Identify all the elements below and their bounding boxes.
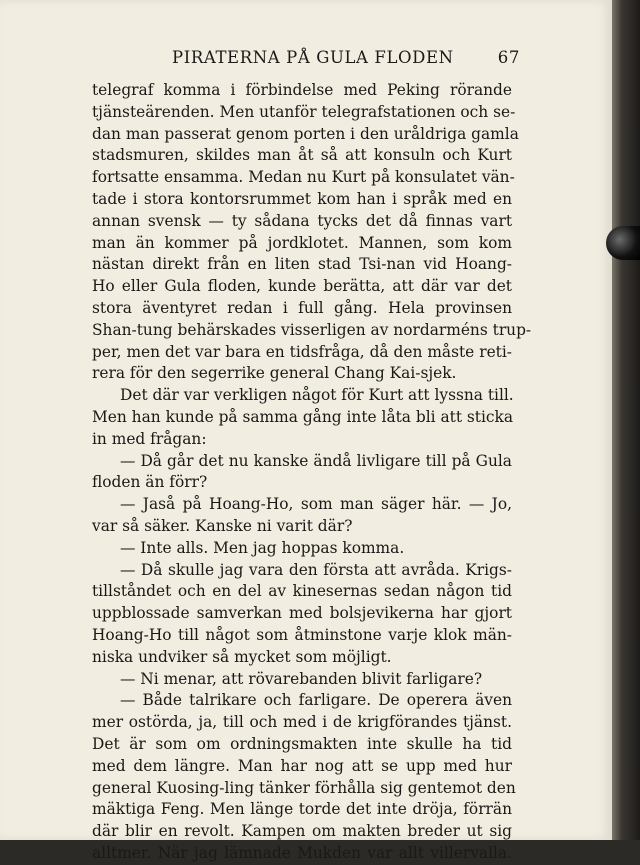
text-line: var så säker. Kanske ni varit där? [92,516,353,535]
text-line: man än kommer på jordklotet. Mannen, som kom [92,233,512,252]
text-line: Shan-tung behärskades visserligen av nordarméns trup- [92,320,532,339]
text-line: in med frågan: [92,429,207,448]
text-line: med dem längre. Man har nog att se upp med hur [92,756,512,775]
text-line: — Ni menar, att rövarebanden blivit farligare? [120,669,483,688]
text-line: mer ostörda, ja, till och med i de krigförandes tjänst. [92,713,512,732]
book-spine-edge [612,0,640,840]
text-line: — Jaså på Hoang-Ho, som man säger här. — Jo, [120,495,512,514]
body-text [92,80,532,865]
text-line: mäktiga Feng. Men länge torde det inte dröja, förrän [92,800,512,819]
text-line: nästan direkt från en liten stad Tsi-nan vid Hoang- [92,255,512,274]
text-line: Ho eller Gula floden, kunde berätta, att där var det [92,277,512,296]
text-line: Men han kunde på samma gång inte låta bli att sticka [92,407,514,426]
running-title: PIRATERNA PÅ GULA FLODEN [172,48,454,67]
text-line: rera för den segerrike general Chang Kai-sjek. [92,364,457,383]
text-line: dan man passerat genom porten i den uråldriga gamla [92,124,519,143]
text-line: stadsmuren, skildes man åt så att konsuln och Kurt [92,146,512,165]
text-line: per, men det var bara en tidsfråga, då den måste reti- [92,342,512,361]
text-line: fortsatte ensamma. Medan nu Kurt på konsulatet vän- [92,168,515,187]
running-head [60,40,520,70]
text-line: general Kuosing-ling tänker förhålla sig gentemot den [92,778,516,797]
text-line: tjänsteärenden. Men utanför telegrafstationen och se- [92,102,516,121]
pen-tip [606,226,640,260]
text-line: floden än förr? [92,473,208,492]
text-line: — Då går det nu kanske ändå livligare till på Gula [120,451,512,470]
text-line: stora äventyret redan i full gång. Hela provinsen [92,298,512,317]
text-line: Det där var verkligen något för Kurt att lyssna till. [120,386,514,405]
text-line: Hoang-Ho till något som åtminstone varje klok män- [92,625,512,644]
text-line: där blir en revolt. Kampen om makten breder ut sig [92,822,512,841]
text-line: annan svensk — ty sådana tycks det då finnas vart [92,211,512,230]
text-line: Det är som om ordningsmakten inte skulle ha tid [92,734,512,753]
text-line: uppblossade samverkan med bolsjevikerna har gjort [92,604,512,623]
text-line: niska undviker så mycket som möjligt. [92,647,392,666]
text-line: — Då skulle jag vara den första att avråda. Krigs- [120,560,512,579]
text-line: — Både talrikare och farligare. De operera även [120,691,512,710]
text-line: alltmer. När jag lämnade Mukden var allt villervalla. [92,843,512,862]
text-line: — Inte alls. Men jag hoppas komma. [120,538,405,557]
text-line: tillståndet och en del av kinesernas sedan någon tid [92,582,512,601]
text-line: tade i stora kontorsrummet kom han i språk med en [92,189,512,208]
text-line: telegraf komma i förbindelse med Peking rörande [92,81,512,99]
page-number: 67 [497,48,520,67]
